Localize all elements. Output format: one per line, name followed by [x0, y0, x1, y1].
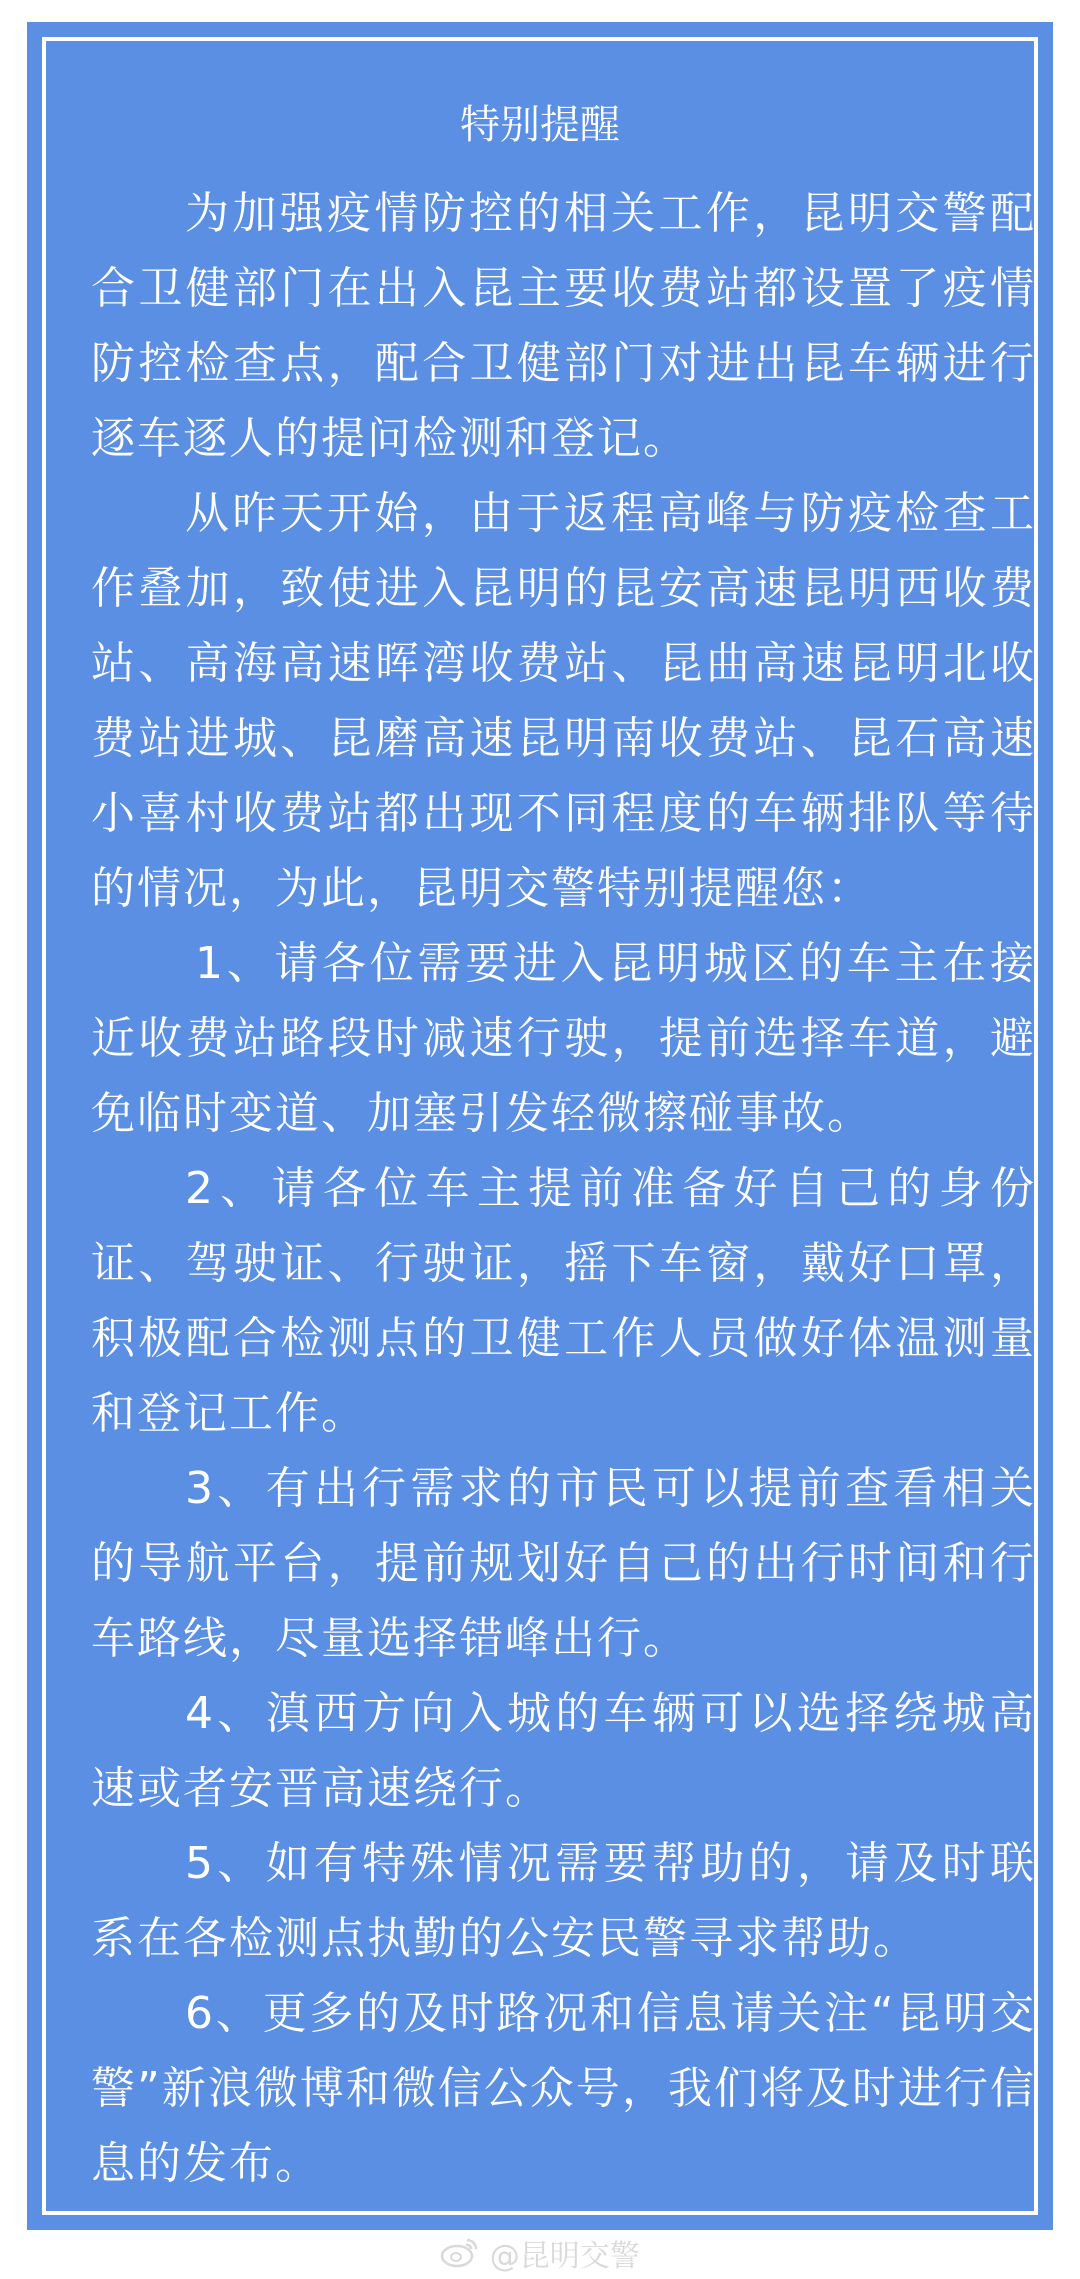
weibo-icon — [440, 2236, 480, 2279]
paragraph-item-2: 2、请各位车主提前准备好自己的身份证、驾驶证、行驶证，摇下车窗，戴好口罩，积极配合检测点的卫健工作人员做好体温测量和登记工作。 — [91, 1163, 1036, 1439]
paragraph-situation: 从昨天开始，由于返程高峰与防疫检查工作叠加，致使进入昆明的昆安高速昆明西收费站、高海高速晖湾收费站、昆曲高速昆明北收费站进城、昆磨高速昆明南收费站、昆石高速小喜村收费站都出现不同程度的车辆排队等待的情况，为此，昆明交警特别提醒您： — [91, 488, 1036, 914]
watermark — [0, 2236, 1080, 2279]
paragraph-item-3: 3、有出行需求的市民可以提前查看相关的导航平台，提前规划好自己的出行时间和行车路线，尽量选择错峰出行。 — [91, 1463, 1036, 1664]
paragraph-item-1: 1、请各位需要进入昆明城区的车主在接近收费站路段时减速行驶，提前选择车道，避免临时变道、加塞引发轻微擦碰事故。 — [91, 938, 1036, 1139]
paragraph-item-6: 6、更多的及时路况和信息请关注“昆明交警”新浪微博和微信公众号，我们将及时进行信息的发布。 — [91, 1988, 1036, 2189]
notice-panel — [27, 22, 1053, 2230]
notice-body — [91, 176, 1036, 2201]
paragraph-intro: 为加强疫情防控的相关工作，昆明交警配合卫健部门在出入昆主要收费站都设置了疫情防控检查点，配合卫健部门对进出昆车辆进行逐车逐人的提问检测和登记。 — [91, 188, 1036, 464]
paragraph-item-4: 4、滇西方向入城的车辆可以选择绕城高速或者安晋高速绕行。 — [91, 1688, 1036, 1814]
watermark-text: @昆明交警 — [489, 2239, 640, 2274]
paragraph-item-5: 5、如有特殊情况需要帮助的，请及时联系在各检测点执勤的公安民警寻求帮助。 — [91, 1838, 1036, 1964]
notice-title: 特别提醒 — [460, 102, 620, 148]
notice-frame — [42, 37, 1038, 2215]
